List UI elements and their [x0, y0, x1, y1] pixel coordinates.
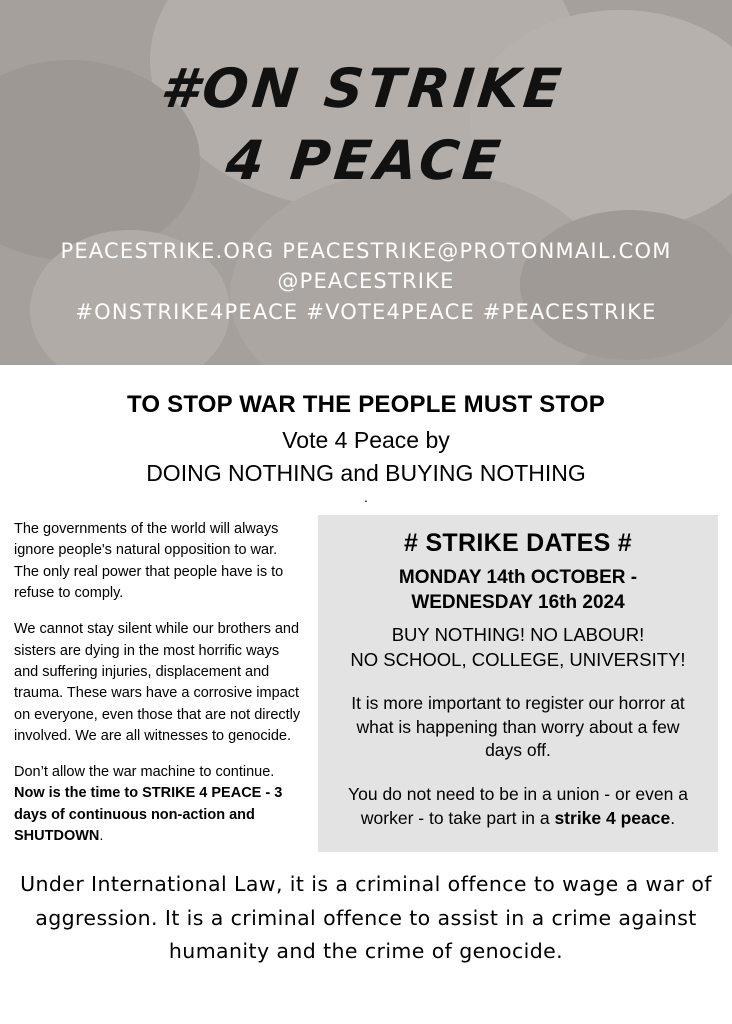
- left-paragraph-3-lead: Don’t allow the war machine to continue.: [14, 764, 275, 781]
- footer-legal-note: Under International Law, it is a criminal offence to wage a war of aggression. It is a criminal offence to assist in a crime against humanity and the crime of genocide.: [20, 872, 712, 963]
- poster-title-line-1: #ON STRIKE: [157, 57, 568, 120]
- left-paragraph-3-emphasis: Now is the time to STRIKE 4 PEACE - 3 days of continuous non-action and SHUTDOWN: [14, 785, 283, 845]
- poster-title-line-2: 4 PEACE: [223, 129, 508, 192]
- slogan-period: .: [364, 489, 368, 505]
- left-paragraph-1: The governments of the world will always ignore people's natural opposition to war. The only real power that people have is to refuse to comply.: [14, 521, 284, 601]
- strike-instruction-2: NO SCHOOL, COLLEGE, UNIVERSITY!: [350, 648, 686, 670]
- strike-instruction-1: BUY NOTHING! NO LABOUR!: [391, 624, 645, 646]
- strike-dates-range: [336, 566, 700, 615]
- strike-dates-title: # STRIKE DATES #: [404, 529, 632, 557]
- slogan-action: DOING NOTHING and BUYING NOTHING: [146, 460, 586, 486]
- strike-paragraph-2: [336, 783, 700, 830]
- contact-website-email: PEACESTRIKE.ORG PEACESTRIKE@PROTONMAIL.COM: [60, 239, 672, 263]
- contact-handle: @PEACESTRIKE: [277, 269, 455, 294]
- contact-hashtags: #ONSTRIKE4PEACE #VOTE4PEACE #PEACESTRIKE: [75, 299, 657, 324]
- poster-header: [0, 0, 732, 365]
- left-paragraph-3-end: .: [99, 828, 104, 845]
- left-paragraph-3: [14, 762, 304, 847]
- slogan-headline: TO STOP WAR THE PEOPLE MUST STOP: [126, 391, 606, 418]
- header-content: [0, 0, 732, 327]
- body-columns: [0, 515, 732, 852]
- strike-paragraph-2-end: .: [670, 807, 676, 828]
- slogan-block: [0, 365, 732, 505]
- strike-paragraph-1: It is more important to register our horror at what is happening than worry about a few days off.: [351, 693, 685, 761]
- strike-instructions: [336, 623, 700, 672]
- strike-dates-box: [318, 515, 718, 852]
- slogan-subline: Vote 4 Peace by: [282, 427, 450, 453]
- strike-paragraph-2-lead: You do not need to be in a union - or even a worker - to take part in a: [348, 784, 688, 828]
- strike-paragraph-2-emphasis: strike 4 peace: [554, 807, 671, 828]
- left-paragraph-2: We cannot stay silent while our brothers and sisters are dying in the most horrific ways and suffering injuries, displacement and trauma. These wars have a corrosive impact on everyone, even those that are not directly involved. We are all witnesses to genocide.: [14, 621, 301, 744]
- strike-dates-range-line-1: MONDAY 14th OCTOBER -: [398, 567, 638, 588]
- left-text-column: [0, 515, 318, 847]
- contact-block: [0, 236, 732, 327]
- strike-dates-range-line-2: WEDNESDAY 16th 2024: [411, 591, 625, 613]
